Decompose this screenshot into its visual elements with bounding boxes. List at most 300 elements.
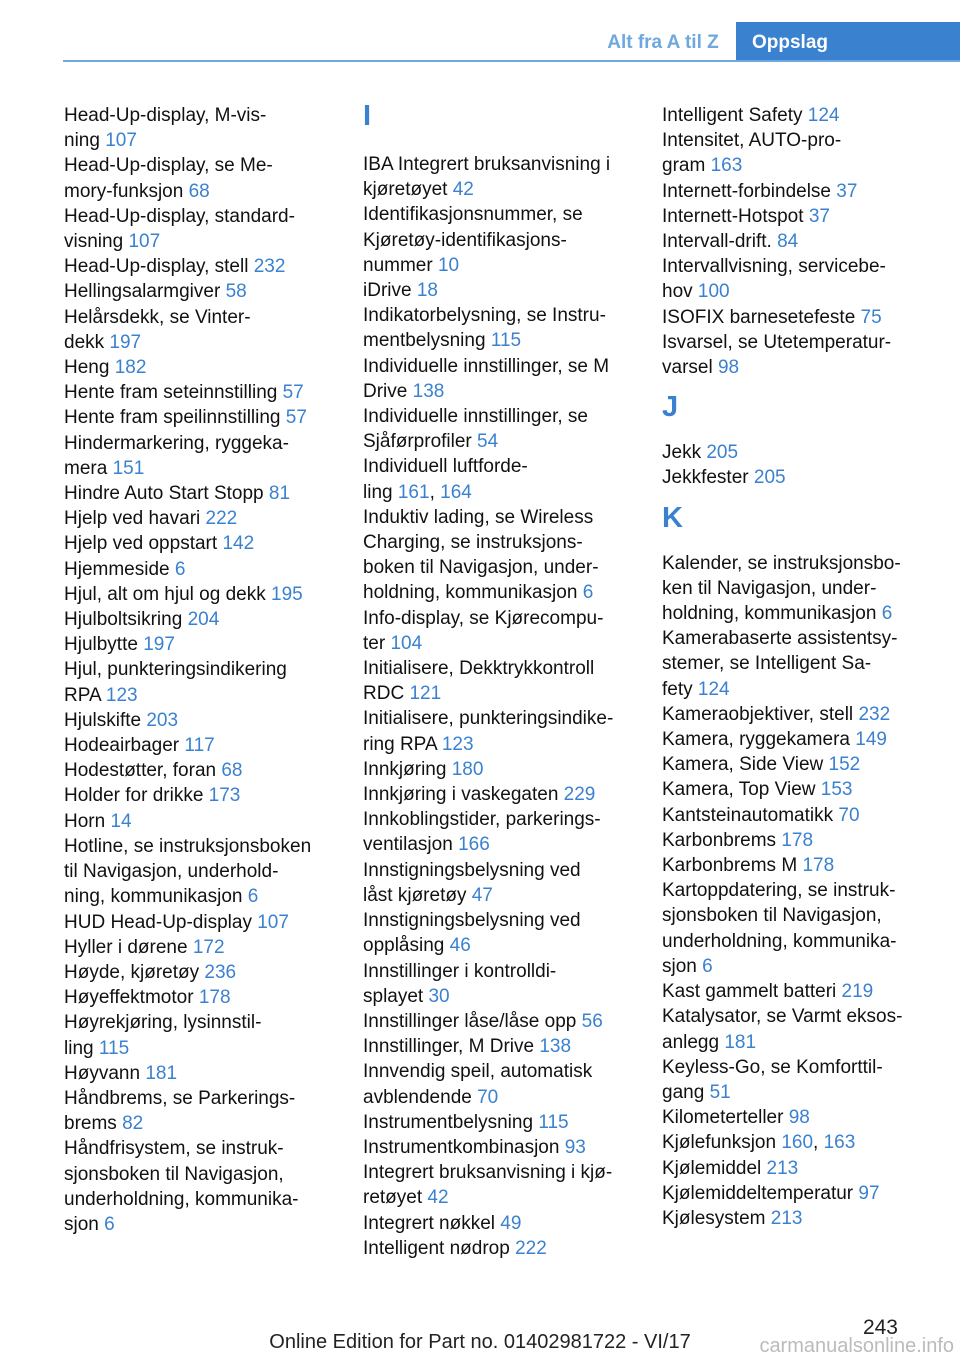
index-entry-label: Integrert bruksanvisning i kjø-	[363, 1162, 613, 1184]
index-entry-label: ventilasjon	[363, 834, 453, 856]
page-reference-link[interactable]: 164	[440, 481, 472, 503]
page-reference-link[interactable]: 222	[205, 508, 238, 530]
index-entry	[662, 1130, 932, 1155]
index-entry	[64, 935, 334, 960]
index-entry-text	[363, 858, 633, 883]
index-entry-text	[363, 606, 633, 631]
index-entry-label: holdning, kommunikasjon	[363, 582, 578, 604]
index-entry-text	[64, 1111, 334, 1136]
page-reference-link[interactable]: 138	[412, 380, 445, 402]
index-entry-label: Håndbrems, se Parkerings-	[64, 1087, 296, 1109]
page-reference-link[interactable]: 123	[441, 733, 474, 755]
page-reference-link[interactable]: 6	[881, 603, 893, 625]
page-reference-link[interactable]: 98	[717, 357, 740, 379]
index-entry	[64, 405, 334, 430]
page-reference-link[interactable]: 153	[820, 779, 853, 801]
index-entry	[662, 1156, 932, 1181]
index-entry-text	[64, 103, 334, 128]
index-entry-label: dekk	[64, 331, 105, 353]
index-entry-label: gang	[662, 1081, 705, 1103]
page-reference-link[interactable]: 56	[581, 1010, 603, 1032]
index-entry-text	[363, 429, 633, 454]
index-entry-text	[363, 278, 633, 303]
index-entry-text	[64, 582, 334, 607]
page-reference-link[interactable]: 160	[781, 1132, 814, 1154]
page-reference-link[interactable]: 181	[145, 1062, 178, 1084]
page-reference-link[interactable]: 229	[563, 784, 596, 806]
index-entry-text	[363, 1034, 633, 1059]
page-reference-link[interactable]: 42	[452, 179, 474, 201]
index-entry	[363, 908, 633, 958]
index-entry-label: Initialisere, punkteringsindike-	[363, 708, 614, 730]
index-entry	[64, 506, 334, 531]
index-entry-label: Head-Up-display, standard-	[64, 205, 295, 227]
index-entry	[662, 1206, 932, 1231]
index-entry-text	[662, 651, 932, 676]
index-entry-text	[64, 305, 334, 330]
index-entry-label: Instrumentkombinasjon	[363, 1136, 560, 1158]
page-reference-link[interactable]: 203	[146, 709, 179, 731]
page-reference-link[interactable]: 123	[105, 684, 138, 706]
page-reference-link[interactable]: 205	[706, 442, 739, 464]
index-entry-text	[363, 454, 633, 479]
page-reference-link[interactable]: 10	[437, 254, 460, 276]
index-entry-text	[662, 752, 932, 777]
page-reference-link[interactable]: 6	[174, 558, 186, 580]
index-entry-label: Kilometerteller	[662, 1107, 784, 1129]
index-entry	[662, 626, 932, 702]
index-entry-label: iDrive	[363, 280, 412, 302]
index-entry-label: Innstigningsbelysning ved	[363, 859, 581, 881]
index-entry-text	[662, 601, 932, 626]
index-entry	[662, 1105, 932, 1130]
index-entry-text	[363, 883, 633, 908]
index-entry-label: Hjelp ved oppstart	[64, 533, 218, 555]
index-entry	[64, 657, 334, 707]
page-reference-link[interactable]: 163	[710, 155, 743, 177]
index-entry-label: Internett-forbindelse	[662, 180, 831, 202]
index-entry-label: Kameraobjektiver, stell	[662, 703, 854, 725]
index-entry-label: Kartoppdatering, se instruk-	[662, 880, 896, 902]
footer-edition-text: Online Edition for Part no. 01402981722 - VI/17	[269, 1331, 691, 1353]
page-reference-link[interactable]: 178	[198, 987, 231, 1009]
page-reference-link[interactable]: 204	[187, 609, 220, 631]
index-entry-text	[64, 683, 334, 708]
index-entry-text	[363, 1059, 633, 1084]
index-entry-text	[363, 1236, 633, 1261]
page-reference-link[interactable]: 166	[458, 834, 490, 856]
index-entry-text	[662, 128, 932, 153]
index-entry	[662, 103, 932, 128]
index-entry	[662, 727, 932, 752]
page-reference-link[interactable]: 205	[753, 467, 786, 489]
index-entry-text	[662, 1206, 932, 1231]
page-reference-link[interactable]: 100	[697, 281, 730, 303]
index-entry-label: underholdning, kommunika-	[662, 930, 897, 952]
index-entry-text	[662, 878, 932, 903]
page-reference-link[interactable]: 181	[724, 1031, 757, 1053]
page-reference-link[interactable]: 58	[225, 281, 247, 303]
page-reference-link[interactable]: 178	[781, 829, 814, 851]
page-reference-link[interactable]: 151	[112, 457, 145, 479]
page-reference-link[interactable]: 222	[515, 1237, 547, 1259]
page-reference-link[interactable]: 121	[409, 683, 442, 705]
index-entry-label: RPA	[64, 684, 101, 706]
index-entry	[64, 809, 334, 834]
section-tab-oppslag[interactable]: Oppslag	[736, 22, 960, 62]
index-entry-label: Hjulskifte	[64, 709, 142, 731]
index-entry-label: Hyller i dørene	[64, 936, 188, 958]
index-entry	[662, 777, 932, 802]
page-reference-link[interactable]: 219	[841, 981, 874, 1003]
index-entry-label: RDC	[363, 683, 405, 705]
page-reference-link[interactable]: 81	[268, 483, 291, 505]
page-reference-link[interactable]: 68	[188, 180, 210, 202]
index-entry-label: Hodestøtter, foran	[64, 760, 217, 782]
index-entry-text	[662, 440, 932, 465]
index-entry-label: Kalender, se instruksjonsbo-	[662, 552, 901, 574]
index-entry-label: Kamera, Top View	[662, 779, 816, 801]
page-reference-link[interactable]: 236	[204, 961, 237, 983]
index-entry	[64, 1061, 334, 1086]
index-entry-text	[662, 279, 932, 304]
index-entry-text	[363, 1185, 633, 1210]
index-entry-label: Kamera, ryggekamera	[662, 729, 850, 751]
page-reference-link[interactable]: 173	[208, 785, 241, 807]
index-entry-label: boken til Navigasjon, under-	[363, 557, 599, 579]
page-reference-link[interactable]: 182	[114, 357, 147, 379]
page-reference-link[interactable]: 54	[477, 431, 499, 453]
index-entry-label: Holder for drikke	[64, 785, 204, 807]
index-entry-label: Intervall-drift.	[662, 231, 772, 253]
page-reference-link[interactable]: 107	[257, 911, 289, 933]
index-entry-label: Innstigningsbelysning ved	[363, 910, 581, 932]
page-reference-link[interactable]: 104	[390, 632, 423, 654]
index-entry-text	[363, 681, 633, 706]
index-entry	[363, 1236, 633, 1261]
index-entry-text	[662, 727, 932, 752]
page-reference-link[interactable]: 98	[788, 1107, 810, 1129]
page-reference-link[interactable]: 37	[836, 180, 858, 202]
index-entry-text	[363, 228, 633, 253]
index-entry-text	[363, 631, 633, 656]
index-entry	[64, 960, 334, 985]
page-reference-link[interactable]: 82	[122, 1113, 144, 1135]
page-reference-link[interactable]: 57	[285, 407, 307, 429]
page-reference-link[interactable]: 115	[538, 1111, 569, 1133]
page-reference-link[interactable]: 213	[766, 1157, 799, 1179]
index-entry	[64, 305, 334, 355]
page-reference-link[interactable]: 6	[702, 955, 713, 977]
index-entry-text	[363, 303, 633, 328]
index-entry-text	[64, 809, 334, 834]
index-entry-label: Drive	[363, 380, 408, 402]
index-entry	[662, 803, 932, 828]
index-entry-label: visning	[64, 231, 124, 253]
index-entry-text	[363, 1085, 633, 1110]
index-entry-label: ken til Navigasjon, under-	[662, 577, 877, 599]
index-entry-label: Heng	[64, 357, 110, 379]
page-reference-link[interactable]: 115	[98, 1037, 130, 1059]
index-entry-text	[64, 153, 334, 178]
index-entry-label: Høyvann	[64, 1062, 141, 1084]
index-entry	[64, 758, 334, 783]
page-reference-link[interactable]: 46	[449, 935, 471, 957]
index-entry	[64, 985, 334, 1010]
index-entry-text	[64, 708, 334, 733]
page-reference-link[interactable]: 124	[807, 105, 840, 126]
index-entry-text	[363, 404, 633, 429]
index-entry-text	[662, 853, 932, 878]
page-reference-link[interactable]: 163	[823, 1132, 856, 1154]
index-entry-text	[662, 465, 932, 490]
index-entry-label: Initialisere, Dekktrykkontroll	[363, 658, 595, 680]
index-entry	[662, 979, 932, 1004]
index-entry	[64, 355, 334, 380]
index-entry-label: mentbelysning	[363, 330, 486, 352]
page-reference-link[interactable]: 49	[500, 1212, 522, 1234]
index-entry	[363, 303, 633, 353]
index-entry-label: Hellingsalarmgiver	[64, 281, 221, 303]
index-entry-label: ning, kommunikasjon	[64, 886, 243, 908]
index-entry-label: ning	[64, 130, 100, 152]
index-entry-label: Info-display, se Kjørecompu-	[363, 607, 604, 629]
index-entry-text	[662, 305, 932, 330]
index-entry-text	[662, 1181, 932, 1206]
index-entry-label: Kjølesystem	[662, 1207, 766, 1229]
page-reference-link[interactable]: 42	[427, 1187, 449, 1209]
page-reference-link[interactable]: 97	[858, 1182, 880, 1204]
index-entry-text	[662, 954, 932, 979]
index-entry-label: Individuell luftforde-	[363, 456, 528, 478]
index-entry-label: Induktiv lading, se Wireless	[363, 506, 594, 528]
index-entry-label: sjon	[662, 955, 697, 977]
page-reference-link[interactable]: 138	[539, 1036, 572, 1058]
index-entry	[363, 858, 633, 908]
index-entry-label: Innkjøring	[363, 758, 447, 780]
index-entry	[64, 1136, 334, 1237]
index-entry-text	[64, 330, 334, 355]
index-entry-text	[662, 979, 932, 1004]
page-reference-link[interactable]: 68	[221, 760, 243, 782]
index-entry-text	[363, 782, 633, 807]
section-tab-alt-fra-a-til-z[interactable]: Alt fra A til Z	[607, 32, 719, 53]
index-entry-label: Håndfrisystem, se instruk-	[64, 1138, 284, 1160]
index-entry-label: Hjul, alt om hjul og dekk	[64, 583, 266, 605]
index-entry-label: Individuelle innstillinger, se	[363, 406, 588, 428]
index-entry-text	[662, 828, 932, 853]
index-entry-label: Indikatorbelysning, se Instru-	[363, 305, 606, 327]
page-reference-link[interactable]: 57	[282, 382, 304, 404]
index-entry-label: holdning, kommunikasjon	[662, 603, 877, 625]
index-entry	[363, 1034, 633, 1059]
index-entry-label: mory-funksjon	[64, 180, 184, 202]
page-reference-link[interactable]: 107	[128, 231, 161, 253]
index-entry-label: sjon	[64, 1213, 99, 1235]
page-reference-link[interactable]: 142	[222, 533, 255, 555]
index-entry-text: ling 161, 164	[363, 481, 472, 503]
index-entry-label: Høyde, kjøretøy	[64, 961, 200, 983]
page-reference-link[interactable]: 180	[451, 758, 484, 780]
index-entry	[64, 607, 334, 632]
page-reference-link[interactable]: 70	[477, 1086, 499, 1108]
index-entry-text	[363, 152, 633, 177]
index-entry-text	[64, 632, 334, 657]
index-entry-label: Kjølemiddeltemperatur	[662, 1182, 854, 1204]
index-entry-text	[662, 903, 932, 928]
index-entry-text	[64, 531, 334, 556]
index-entry-label: Keyless-Go, se Komforttil-	[662, 1056, 883, 1078]
index-entry	[64, 1086, 334, 1136]
page-reference-link[interactable]: 107	[105, 130, 137, 152]
index-entry-label: Høyrekjøring, lysinnstil-	[64, 1012, 262, 1034]
index-entry	[662, 204, 932, 229]
page-reference-link[interactable]: 70	[838, 804, 860, 826]
page-reference-link[interactable]: 124	[697, 678, 730, 700]
index-entry	[64, 632, 334, 657]
page-reference-link[interactable]: 51	[709, 1081, 731, 1103]
index-entry	[363, 757, 633, 782]
index-entry-text	[64, 557, 334, 582]
index-entry-label: Katalysator, se Varmt eksos-	[662, 1006, 903, 1028]
index-entry-text	[363, 807, 633, 832]
index-entry-label: Hodeairbager	[64, 735, 180, 757]
index-entry-text	[64, 254, 334, 279]
index-entry-label: Horn	[64, 810, 106, 832]
page-reference-link[interactable]: 75	[860, 306, 882, 328]
page-reference-link[interactable]: 213	[770, 1207, 803, 1229]
index-entry-label: Hjulbytte	[64, 634, 138, 656]
index-entry-text	[64, 380, 334, 405]
page-reference-link[interactable]: 6	[104, 1213, 115, 1235]
index-entry-text	[662, 179, 932, 204]
page-reference-link[interactable]: 195	[271, 583, 303, 605]
page-reference-link[interactable]: 18	[416, 280, 438, 302]
page-reference-link[interactable]: 172	[192, 936, 225, 958]
index-entry	[64, 204, 334, 254]
page-reference-link[interactable]: 232	[858, 703, 891, 725]
index-entry-text	[64, 279, 334, 304]
index-entry-label: Individuelle innstillinger, se M	[363, 355, 610, 377]
index-entry-label: brems	[64, 1113, 117, 1135]
index-entry-text	[662, 803, 932, 828]
index-entry-label: Hjelp ved havari	[64, 508, 201, 530]
index-entry-text	[363, 555, 633, 580]
index-entry-label: til Navigasjon, underhold-	[64, 861, 279, 883]
index-entry-label: Jekk	[662, 442, 702, 464]
index-entry-text	[64, 1136, 334, 1161]
index-entry-label: Sjåførprofiler	[363, 431, 472, 453]
index-entry	[64, 834, 334, 910]
index-entry	[662, 1181, 932, 1206]
page-reference-link[interactable]: 37	[808, 205, 830, 227]
index-entry-label: kjøretøyet	[363, 179, 448, 201]
index-entry-label: splayet	[363, 985, 424, 1007]
page-reference-link[interactable]: 6	[247, 886, 259, 908]
index-entry	[662, 330, 932, 380]
page-reference-link[interactable]: 84	[777, 231, 799, 253]
page-reference-link[interactable]: 47	[471, 884, 493, 906]
page-reference-link[interactable]: 197	[143, 634, 175, 656]
page-reference-link[interactable]: 149	[855, 729, 887, 751]
index-entry-text	[64, 910, 334, 935]
page-reference-link[interactable]: 152	[828, 754, 861, 776]
index-entry-text	[363, 933, 633, 958]
index-entry	[662, 878, 932, 979]
page-reference-link[interactable]: 178	[802, 855, 835, 877]
index-entry	[662, 465, 932, 490]
index-entry	[662, 179, 932, 204]
index-entry-text	[64, 607, 334, 632]
index-entry	[662, 752, 932, 777]
page-reference-link[interactable]: 232	[253, 256, 286, 278]
index-entry-text	[662, 777, 932, 802]
index-entry-text	[363, 832, 633, 857]
index-entry-text	[363, 177, 633, 202]
page-reference-link[interactable]: 14	[110, 810, 132, 832]
index-entry-label: avblendende	[363, 1086, 472, 1108]
index-entry-label: Jekkfester	[662, 467, 749, 489]
index-entry	[363, 278, 633, 303]
index-entry-label: stemer, se Intelligent Sa-	[662, 653, 872, 675]
page-reference-link[interactable]: 6	[582, 582, 594, 604]
index-entry	[363, 1009, 633, 1034]
index-entry-text	[363, 253, 633, 278]
index-entry-text	[363, 984, 633, 1009]
index-entry	[363, 505, 633, 606]
index-entry-text	[662, 355, 932, 380]
page-number: 243	[862, 1316, 898, 1339]
page-reference-link[interactable]: 115	[490, 330, 522, 352]
index-entry-text	[662, 1030, 932, 1055]
index-entry-label: ling	[363, 481, 393, 503]
index-entry	[64, 708, 334, 733]
header-rule	[63, 60, 960, 62]
index-entry-label: Kast gammelt batteri	[662, 981, 837, 1003]
index-entry	[64, 733, 334, 758]
index-entry-text	[662, 576, 932, 601]
index-entry-label: Intensitet, AUTO-pro-	[662, 130, 842, 152]
page-reference-link[interactable]: 30	[428, 985, 450, 1007]
index-column-2	[363, 100, 633, 1261]
index-entry-text	[662, 626, 932, 651]
page-reference-link[interactable]: 161	[397, 481, 430, 503]
page-reference-link[interactable]: 197	[109, 331, 142, 353]
page-reference-link[interactable]: 93	[564, 1136, 586, 1158]
index-entry-label: Innvendig speil, automatisk	[363, 1061, 593, 1083]
index-entry-label: Hente fram seteinnstilling	[64, 382, 278, 404]
index-entry-text	[64, 935, 334, 960]
index-entry-text	[363, 1009, 633, 1034]
index-entry-label: Intelligent nødrop	[363, 1237, 510, 1259]
index-entry	[64, 481, 334, 506]
index-entry-label: ring RPA	[363, 733, 437, 755]
page-reference-link[interactable]: 117	[184, 735, 215, 757]
index-entry-label: Instrumentbelysning	[363, 1111, 534, 1133]
index-entry	[363, 1211, 633, 1236]
index-entry-text	[363, 1160, 633, 1185]
index-entry-label: fety	[662, 678, 693, 700]
index-entry-text	[64, 1212, 334, 1237]
index-entry	[363, 454, 633, 504]
index-entry	[64, 431, 334, 481]
index-entry-label: Innstillinger, M Drive	[363, 1036, 535, 1058]
index-entry-label: Kjølemiddel	[662, 1157, 762, 1179]
index-entry-label: Hotline, se instruksjonsboken	[64, 835, 312, 857]
index-entry-label: opplåsing	[363, 935, 445, 957]
index-entry	[363, 1135, 633, 1160]
index-entry-text	[363, 530, 633, 555]
